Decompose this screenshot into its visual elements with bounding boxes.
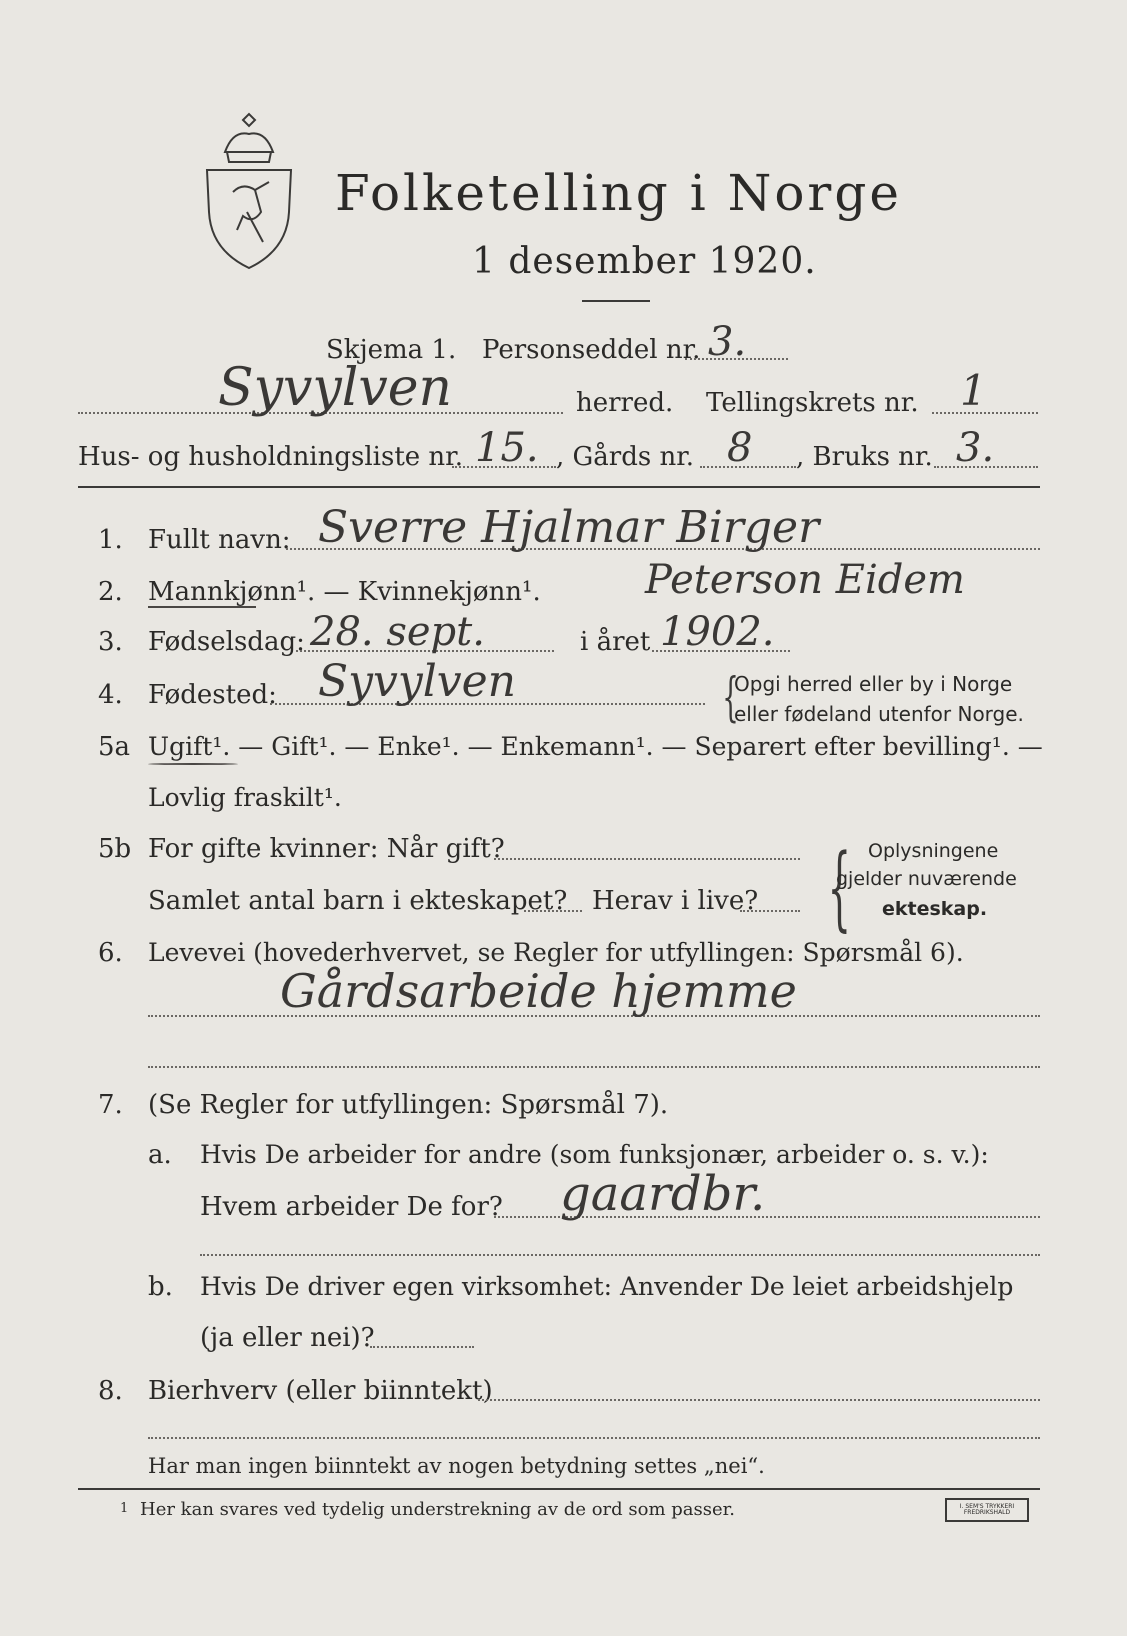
herred-label: herred. bbox=[576, 388, 674, 418]
q7b-line-2: (ja eller nei)? bbox=[200, 1323, 375, 1353]
q6-value[interactable]: Gårdsarbeide hjemme bbox=[280, 964, 797, 1018]
hus-value[interactable]: 15. bbox=[475, 425, 539, 471]
q5b-brace: { bbox=[827, 834, 851, 941]
q5a-number: 5a bbox=[98, 732, 131, 762]
tellingskrets-label: Tellingskrets nr. bbox=[706, 388, 919, 418]
q2-value[interactable]: Peterson Eidem bbox=[645, 557, 965, 603]
header-divider bbox=[78, 486, 1040, 488]
q7-label: (Se Regler for utfyllingen: Spørsmål 7). bbox=[148, 1090, 669, 1120]
q4-label: Fødested: bbox=[148, 680, 277, 710]
q1-label: Fullt navn: bbox=[148, 525, 291, 555]
q5b-line-2a: Samlet antal barn i ekteskapet? bbox=[148, 886, 568, 916]
skjema-label: Skjema 1. bbox=[326, 335, 457, 365]
form-title: Folketelling i Norge bbox=[335, 164, 902, 222]
q5b-note-3: ekteskap. bbox=[882, 898, 988, 920]
q4-value[interactable]: Syvylven bbox=[318, 656, 517, 707]
personseddel-value[interactable]: 3. bbox=[708, 319, 747, 365]
personseddel-label: Personseddel nr. bbox=[482, 335, 701, 365]
q5b-number: 5b bbox=[98, 834, 132, 864]
hus-label: Hus- og husholdningsliste nr. bbox=[78, 442, 464, 472]
footnote-mark: 1 bbox=[120, 1501, 129, 1516]
q3-value[interactable]: 28. sept. bbox=[310, 609, 485, 655]
q1-number: 1. bbox=[98, 525, 123, 555]
q8-label: Bierhverv (eller biinntekt) bbox=[148, 1376, 493, 1406]
bruks-label: , Bruks nr. bbox=[796, 442, 933, 472]
q2-number: 2. bbox=[98, 577, 123, 607]
q6-label: Levevei (hovederhvervet, se Regler for utfyllingen: Spørsmål 6). bbox=[148, 938, 964, 967]
herred-value[interactable]: Syvylven bbox=[218, 358, 453, 418]
q3-number: 3. bbox=[98, 627, 123, 657]
q5b-note-2: gjelder nuværende bbox=[836, 868, 1017, 890]
q7a-value[interactable]: gaardbr. bbox=[560, 1166, 766, 1222]
q5a-line-2: Lovlig fraskilt¹. bbox=[148, 783, 342, 812]
q3-year-value[interactable]: 1902. bbox=[660, 609, 775, 655]
q4-brace: { bbox=[722, 668, 739, 728]
footer-note: Har man ingen biinntekt av nogen betydning settes „nei“. bbox=[148, 1454, 765, 1478]
q3-label: Fødselsdag: bbox=[148, 627, 305, 657]
q7b-number: b. bbox=[148, 1272, 173, 1302]
q3-year-label: i året bbox=[580, 627, 651, 657]
q7a-line-1: Hvis De arbeider for andre (som funksjonær, arbeider o. s. v.): bbox=[200, 1140, 989, 1169]
q7a-number: a. bbox=[148, 1140, 172, 1170]
q7b-line-1: Hvis De driver egen virksomhet: Anvender De leiet arbeidshjelp bbox=[200, 1272, 1014, 1301]
footnote-text: Her kan svares ved tydelig understrekning av de ord som passer. bbox=[140, 1499, 735, 1520]
q6-number: 6. bbox=[98, 938, 123, 968]
q8-number: 8. bbox=[98, 1376, 123, 1406]
tellingskrets-value[interactable]: 1 bbox=[960, 366, 987, 415]
q4-note-1: Opgi herred eller by i Norge bbox=[734, 672, 1013, 696]
q1-value[interactable]: Sverre Hjalmar Birger bbox=[318, 502, 820, 553]
q5a-line-1: Ugift¹. — Gift¹. — Enke¹. — Enkemann¹. — Separert efter bevilling¹. — bbox=[148, 732, 1043, 761]
form-date: 1 desember 1920. bbox=[472, 241, 817, 282]
gards-value[interactable]: 8 bbox=[727, 425, 753, 471]
q2-label: Mannkjønn¹. — Kvinnekjønn¹. bbox=[148, 577, 541, 607]
q7-number: 7. bbox=[98, 1090, 123, 1120]
title-divider bbox=[582, 300, 650, 302]
printer-mark bbox=[945, 1498, 1029, 1522]
q5b-line-1: For gifte kvinner: Når gift? bbox=[148, 834, 505, 864]
gards-label: , Gårds nr. bbox=[556, 442, 695, 472]
q5b-line-2b: Herav i live? bbox=[592, 886, 759, 916]
footer-divider bbox=[78, 1488, 1040, 1490]
q5b-note-1: Oplysningene bbox=[868, 840, 999, 862]
q4-number: 4. bbox=[98, 680, 123, 710]
bruks-value[interactable]: 3. bbox=[956, 425, 995, 471]
coat-of-arms-icon bbox=[203, 112, 295, 272]
printer-mark-text: I. SEM'S TRYKKERI FREDRIKSHALD bbox=[959, 1503, 1015, 1516]
q7a-line-2: Hvem arbeider De for? bbox=[200, 1192, 503, 1222]
q4-note-2: eller fødeland utenfor Norge. bbox=[734, 702, 1024, 726]
